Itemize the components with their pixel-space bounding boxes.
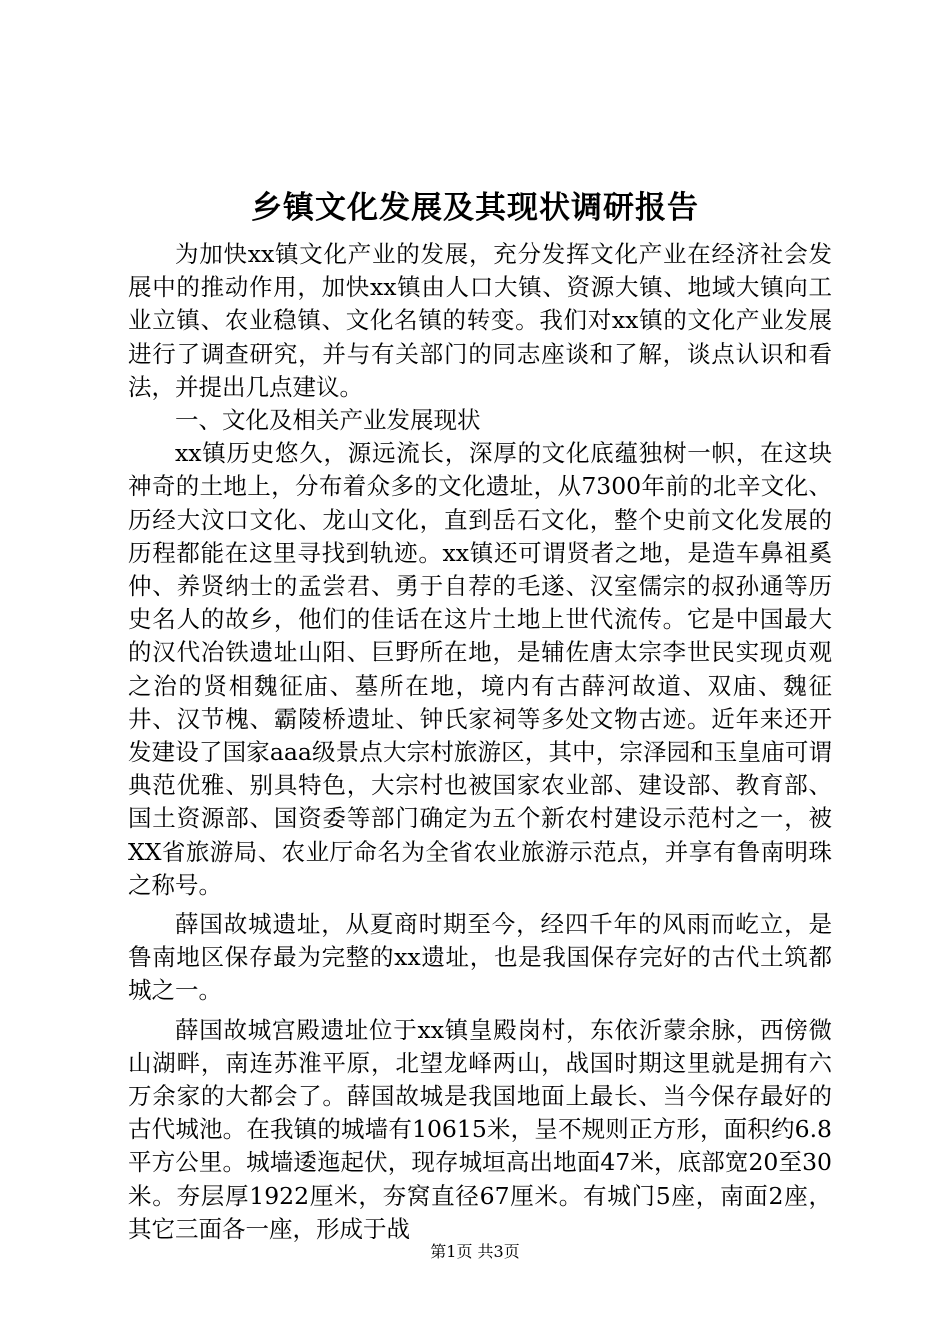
- paragraph-xue-palace: 薛国故城宫殿遗址位于xx镇皇殿岗村，东依沂蒙余脉，西傍微山湖畔，南连苏淮平原，北望龙峄两山，战国时期这里就是拥有六万余家的大都会了。薛国故城是我国地面上最长、当今保存最好的古代城池。在我镇的城墙有10615米，呈不规则正方形，面积约6.8平方公里。城墙逶迤起伏，现存城垣高出地面47米，底部宽20至30米。夯层厚1922厘米，夯窝直径67厘米。有城门5座，南面2座，其它三面各一座，形成于战: [128, 1015, 832, 1243]
- paragraph-xue-ruins: 薛国故城遗址，从夏商时期至今，经四千年的风雨而屹立，是鲁南地区保存最为完整的xx遗址，也是我国保存完好的古代土筑都城之一。: [128, 910, 832, 1005]
- document-title: 乡镇文化发展及其现状调研报告: [251, 190, 699, 226]
- document-body: [128, 238, 832, 1246]
- section-heading: 一、文化及相关产业发展现状: [175, 406, 481, 435]
- paragraph-history: xx镇历史悠久，源远流长，深厚的文化底蕴独树一帜，在这块神奇的土地上，分布着众多的文化遗址，从7300年前的北辛文化、历经大汶口文化、龙山文化，直到岳石文化，整个史前文化发展的历程都能在这里寻找到轨迹。xx镇还可谓贤者之地，是造车鼻祖奚仲、养贤纳士的孟尝君、勇于自荐的毛遂、汉室儒宗的叔孙通等历史名人的故乡，他们的佳话在这片土地上世代流传。它是中国最大的汉代冶铁遗址山阳、巨野所在地，是辅佐唐太宗李世民实现贞观之治的贤相魏征庙、墓所在地，境内有古薛河故道、双庙、魏征井、汉节槐、霸陵桥遗址、钟氏家祠等多处文物古迹。近年来还开发建设了国家aaa级景点大宗村旅游区，其中，宗泽园和玉皇庙可谓典范优雅、别具特色，大宗村也被国家农业部、建设部、教育部、国土资源部、国资委等部门确定为五个新农村建设示范村之一，被XX省旅游局、农业厅命名为全省农业旅游示范点，并享有鲁南明珠之称号。: [128, 439, 832, 899]
- page-number-footer: 第1页 共3页: [430, 1242, 520, 1261]
- paragraph-intro: 为加快xx镇文化产业的发展，充分发挥文化产业在经济社会发展中的推动作用，加快xx镇由人口大镇、资源大镇、地域大镇向工业立镇、农业稳镇、文化名镇的转变。我们对xx镇的文化产业发展进行了调查研究，并与有关部门的同志座谈和了解，谈点认识和看法，并提出几点建议。: [128, 240, 832, 401]
